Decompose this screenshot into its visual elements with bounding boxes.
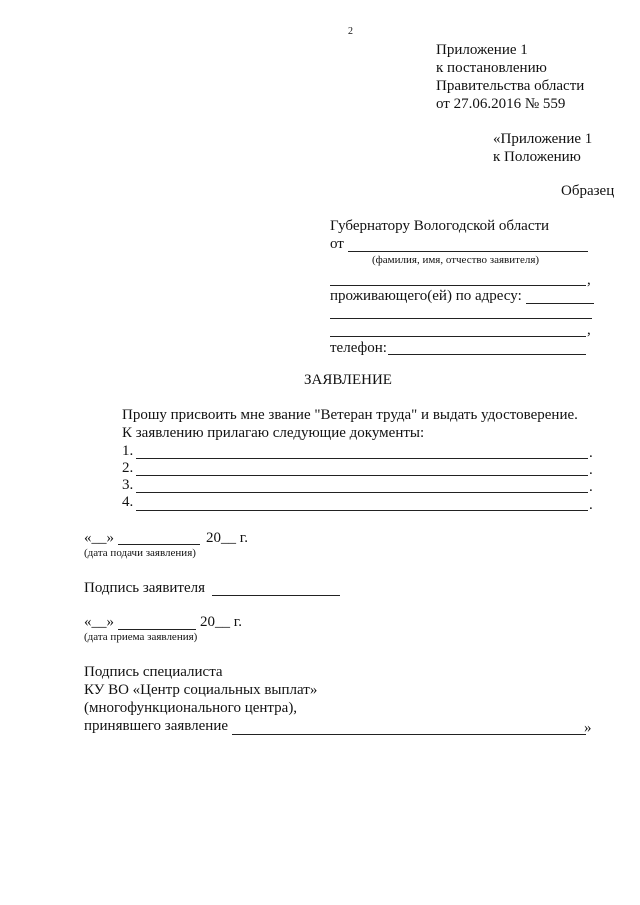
phone-label: телефон:: [330, 340, 387, 356]
address-label: проживающего(ей) по адресу:: [330, 288, 522, 304]
comma-1: ,: [587, 272, 591, 288]
date-submit-year: 20__ г.: [206, 530, 248, 546]
item-2-end: .: [589, 462, 593, 478]
item-4-number: 4.: [122, 494, 134, 510]
request-text: Прошу присвоить мне звание "Ветеран труда" и выдать удостоверение.: [122, 407, 578, 423]
item-1-number: 1.: [122, 443, 134, 459]
name-field-continued[interactable]: [330, 285, 586, 286]
page-number: 2: [348, 26, 353, 37]
header-line-3: Правительства области: [436, 78, 585, 94]
name-hint: (фамилия, имя, отчество заявителя): [372, 254, 540, 266]
name-field[interactable]: [348, 251, 588, 252]
document-title: ЗАЯВЛЕНИЕ: [304, 372, 392, 388]
date-submit-open: «__»: [84, 530, 114, 546]
item-1-end: .: [589, 445, 593, 461]
specialist-line-4: принявшего заявление: [84, 718, 229, 734]
header-line-1: Приложение 1: [436, 42, 528, 58]
address-field-1[interactable]: [526, 303, 594, 304]
item-1-field[interactable]: [136, 458, 588, 459]
address-field-2[interactable]: [330, 318, 592, 319]
subheader-line-1: «Приложение 1: [493, 131, 593, 147]
comma-2: ,: [587, 322, 591, 338]
specialist-line-2: КУ ВО «Центр социальных выплат»: [84, 682, 318, 698]
date-receive-month-field[interactable]: [118, 629, 196, 630]
item-2-field[interactable]: [136, 475, 588, 476]
specialist-line-3: (многофункционального центра),: [84, 700, 298, 716]
date-submit-hint: (дата подачи заявления): [84, 547, 196, 559]
signature-applicant-field[interactable]: [212, 595, 340, 596]
item-3-end: .: [589, 479, 593, 495]
date-submit-month-field[interactable]: [118, 544, 200, 545]
addressee-governor: Губернатору Вологодской области: [330, 218, 550, 234]
sample-label: Образец: [561, 183, 615, 199]
address-field-3[interactable]: [330, 336, 586, 337]
close-quote: »: [584, 720, 592, 736]
item-4-end: .: [589, 497, 593, 513]
header-line-2: к постановлению: [436, 60, 547, 76]
date-receive-hint: (дата приема заявления): [84, 631, 198, 643]
date-receive-year: 20__ г.: [200, 614, 242, 630]
specialist-line-1: Подпись специалиста: [84, 664, 223, 680]
specialist-field[interactable]: [232, 734, 586, 735]
item-2-number: 2.: [122, 460, 134, 476]
from-label: от: [330, 236, 344, 252]
phone-field[interactable]: [388, 354, 586, 355]
attach-intro: К заявлению прилагаю следующие документы:: [122, 425, 425, 441]
item-3-number: 3.: [122, 477, 134, 493]
signature-applicant-label: Подпись заявителя: [84, 580, 206, 596]
header-line-4: от 27.06.2016 № 559: [436, 96, 566, 112]
item-4-field[interactable]: [136, 510, 588, 511]
subheader-line-2: к Положению: [493, 149, 581, 165]
item-3-field[interactable]: [136, 492, 588, 493]
date-receive-open: «__»: [84, 614, 114, 630]
